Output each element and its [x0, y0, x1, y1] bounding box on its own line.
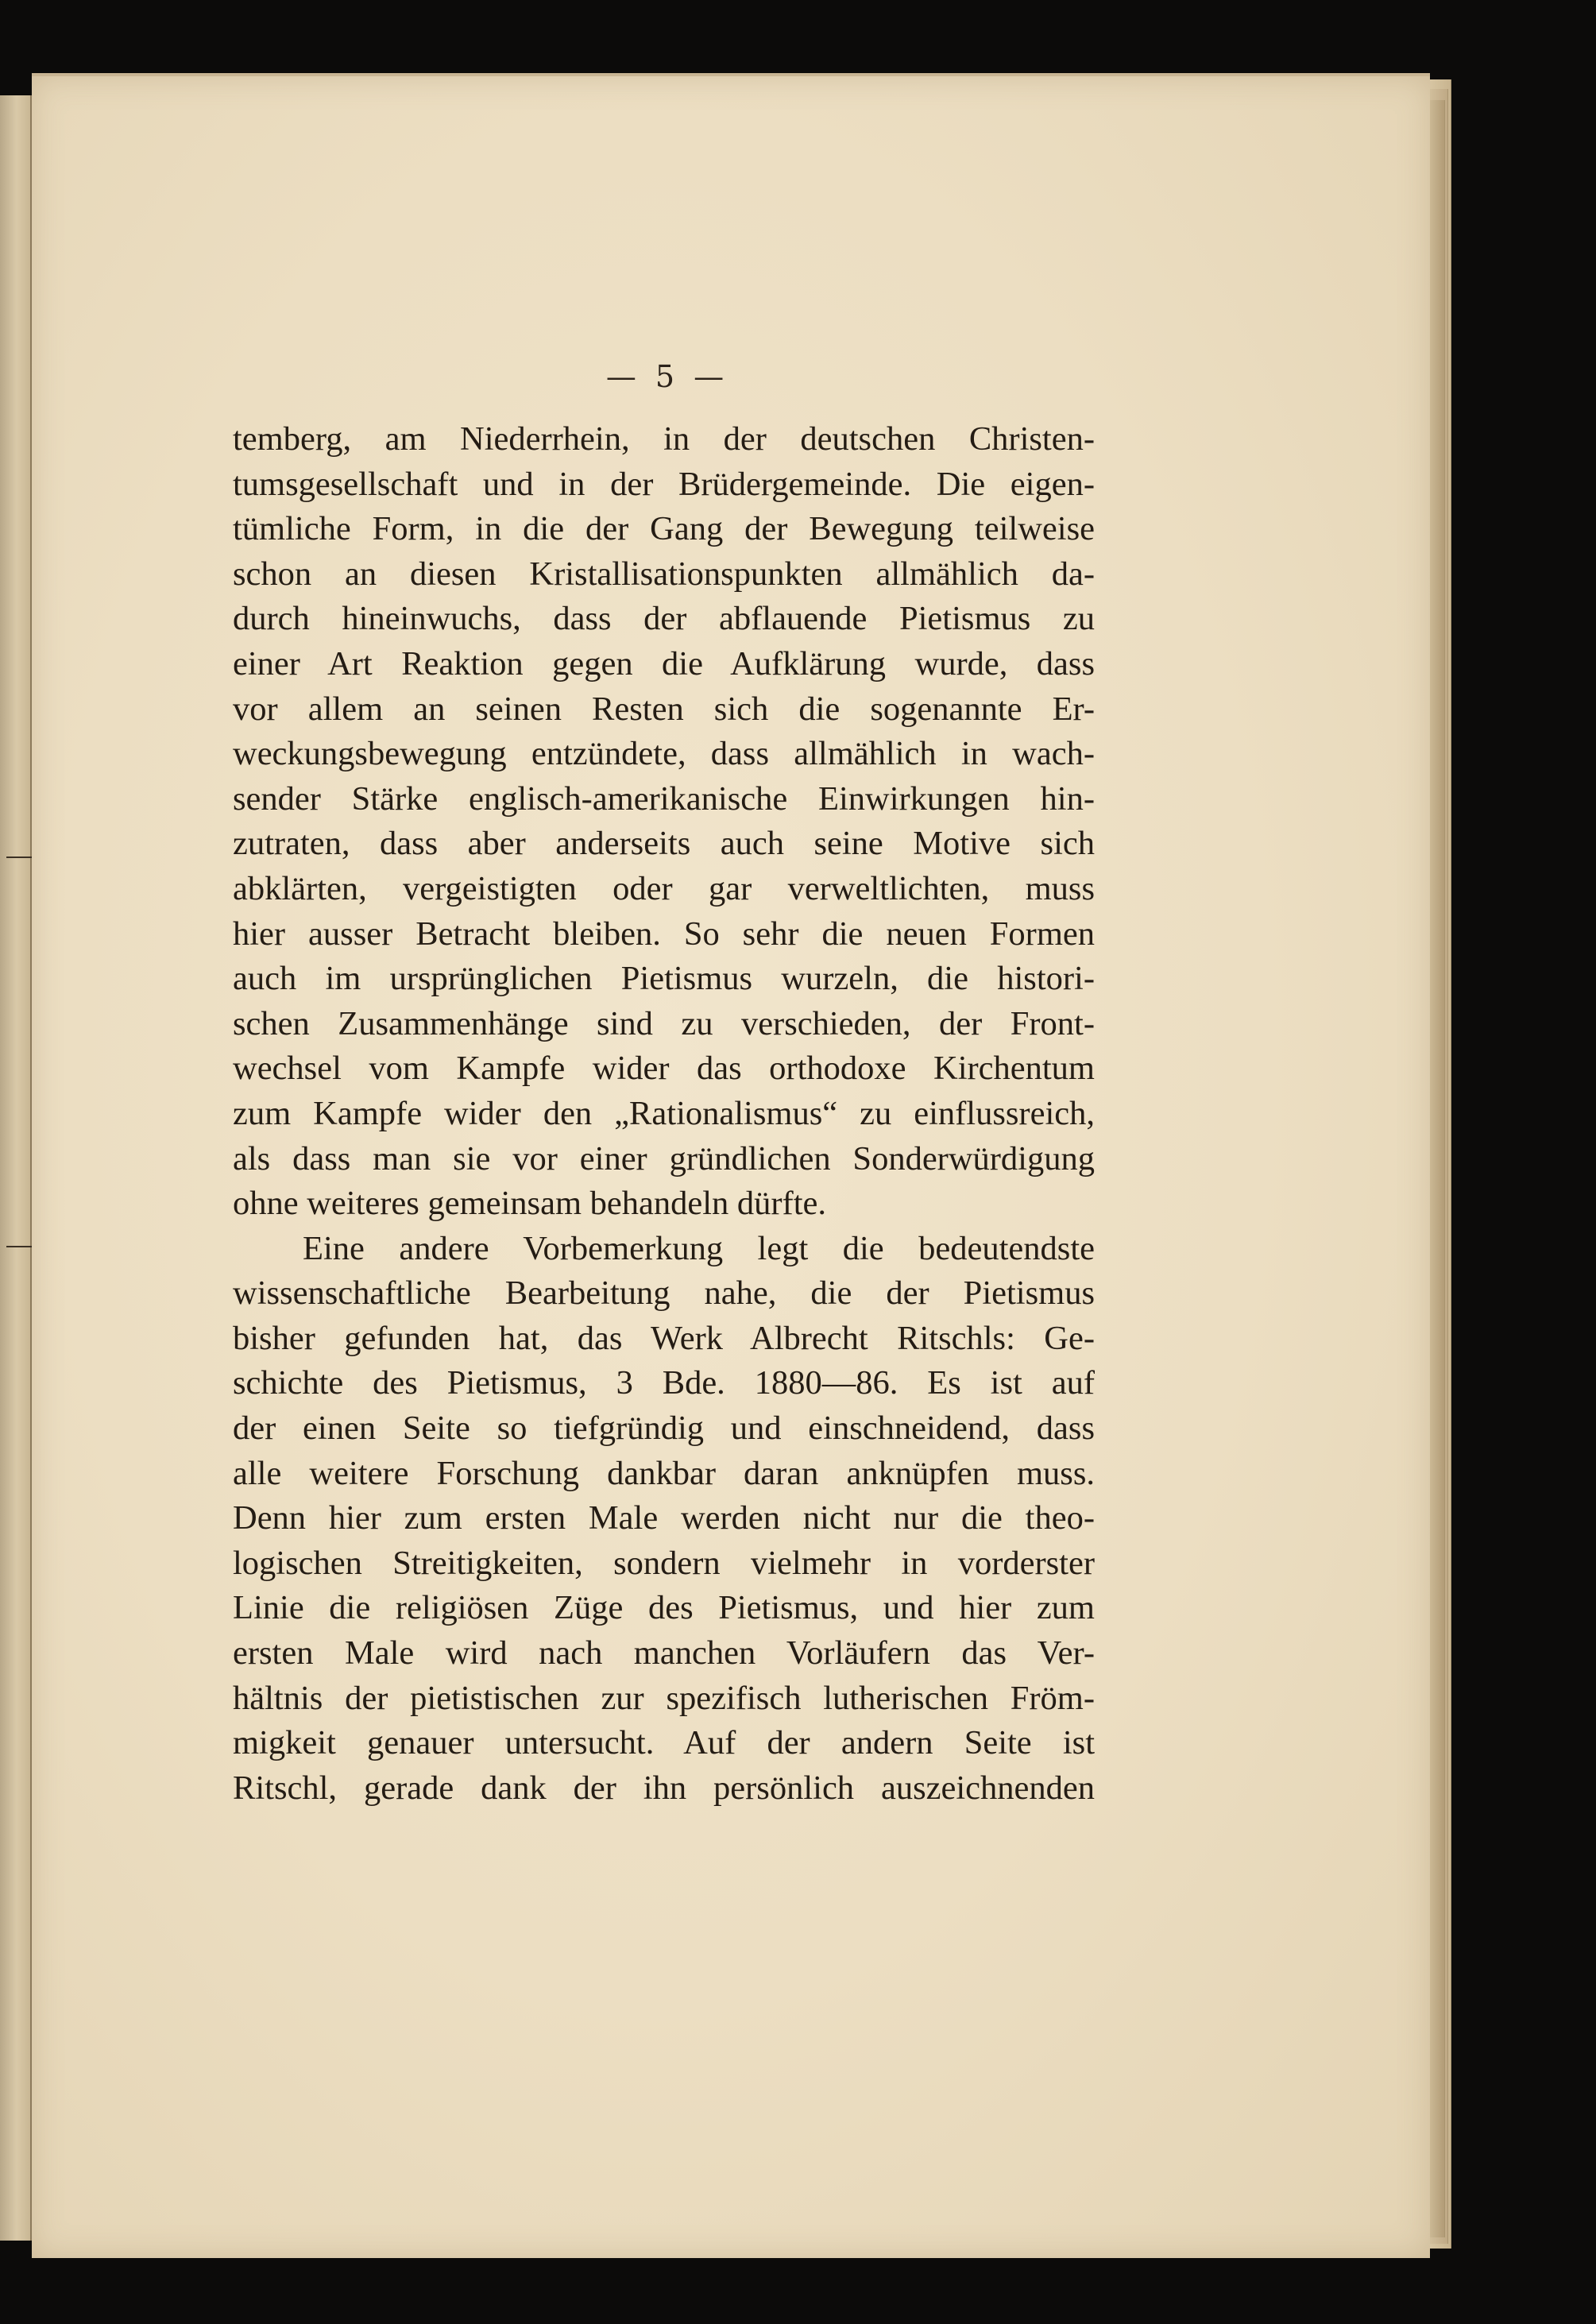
text-line: vor allem an seinen Resten sich die sogenannte Er- [233, 690, 1095, 728]
paragraph-start-line: Eine andere Vorbemerkung legt die bedeutendste [303, 1229, 1095, 1267]
text-line: einer Art Reaktion gegen die Aufklärung wurde, dass [233, 644, 1095, 683]
text-line: tumsgesellschaft und in der Brüdergemeinde. Die eigen- [233, 465, 1095, 503]
text-line: hier ausser Betracht bleiben. So sehr die neuen Formen [233, 915, 1095, 953]
text-line: Denn hier zum ersten Male werden nicht nur die theo- [233, 1499, 1095, 1537]
page-number: — 5 — [605, 359, 729, 394]
margin-mark [6, 1246, 35, 1247]
text-line: tümliche Form, in die der Gang der Bewegung teilweise [233, 510, 1095, 548]
text-line: abklärten, vergeistigten oder gar verweltlichten, muss [233, 869, 1095, 907]
text-line: schen Zusammenhänge sind zu verschieden, der Front- [233, 1004, 1095, 1042]
text-line: temberg, am Niederrhein, in der deutschen Christen- [233, 420, 1095, 458]
text-line: als dass man sie vor einer gründlichen Sonderwürdigung [233, 1139, 1095, 1177]
page-stack-edge [1428, 100, 1445, 2237]
text-line: zum Kampfe wider den „Rationalismus“ zu einflussreich, [233, 1094, 1095, 1132]
facing-page-edge [0, 95, 32, 2241]
text-line: hältnis der pietistischen zur spezifisch lutherischen Fröm- [233, 1679, 1095, 1717]
text-line: auch im ursprünglichen Pietismus wurzeln, die histori- [233, 960, 1095, 998]
text-line: schichte des Pietismus, 3 Bde. 1880—86. Es ist auf [233, 1364, 1095, 1402]
body-text [233, 417, 1095, 1811]
text-line: zutraten, dass aber anderseits auch seine Motive sich [233, 825, 1095, 863]
text-line: schon an diesen Kristallisationspunkten allmählich da- [233, 555, 1095, 593]
text-line: Linie die religiösen Züge des Pietismus, und hier zum [233, 1589, 1095, 1627]
text-line: weckungsbewegung entzündete, dass allmählich in wach- [233, 735, 1095, 773]
text-line: sender Stärke englisch-amerikanische Einwirkungen hin- [233, 779, 1095, 818]
text-line: wechsel vom Kampfe wider das orthodoxe Kirchentum [233, 1050, 1095, 1088]
text-line: bisher gefunden hat, das Werk Albrecht Ritschls: Ge- [233, 1319, 1095, 1357]
paragraph-end-line: ohne weiteres gemeinsam behandeln dürfte. [233, 1185, 827, 1223]
text-line: wissenschaftliche Bearbeitung nahe, die der Pietismus [233, 1274, 1095, 1313]
text-line: alle weitere Forschung dankbar daran anknüpfen muss. [233, 1454, 1095, 1492]
text-line: ersten Male wird nach manchen Vorläufern das Ver- [233, 1634, 1095, 1672]
text-line: Ritschl, gerade dank der ihn persönlich auszeichnenden [233, 1769, 1095, 1807]
text-line: durch hineinwuchs, dass der abflauende Pietismus zu [233, 600, 1095, 638]
text-line: migkeit genauer untersucht. Auf der andern Seite ist [233, 1724, 1095, 1762]
text-line: der einen Seite so tiefgründig und einschneidend, dass [233, 1409, 1095, 1448]
text-line: logischen Streitigkeiten, sondern vielmehr in vorderster [233, 1544, 1095, 1582]
margin-mark [6, 857, 35, 858]
